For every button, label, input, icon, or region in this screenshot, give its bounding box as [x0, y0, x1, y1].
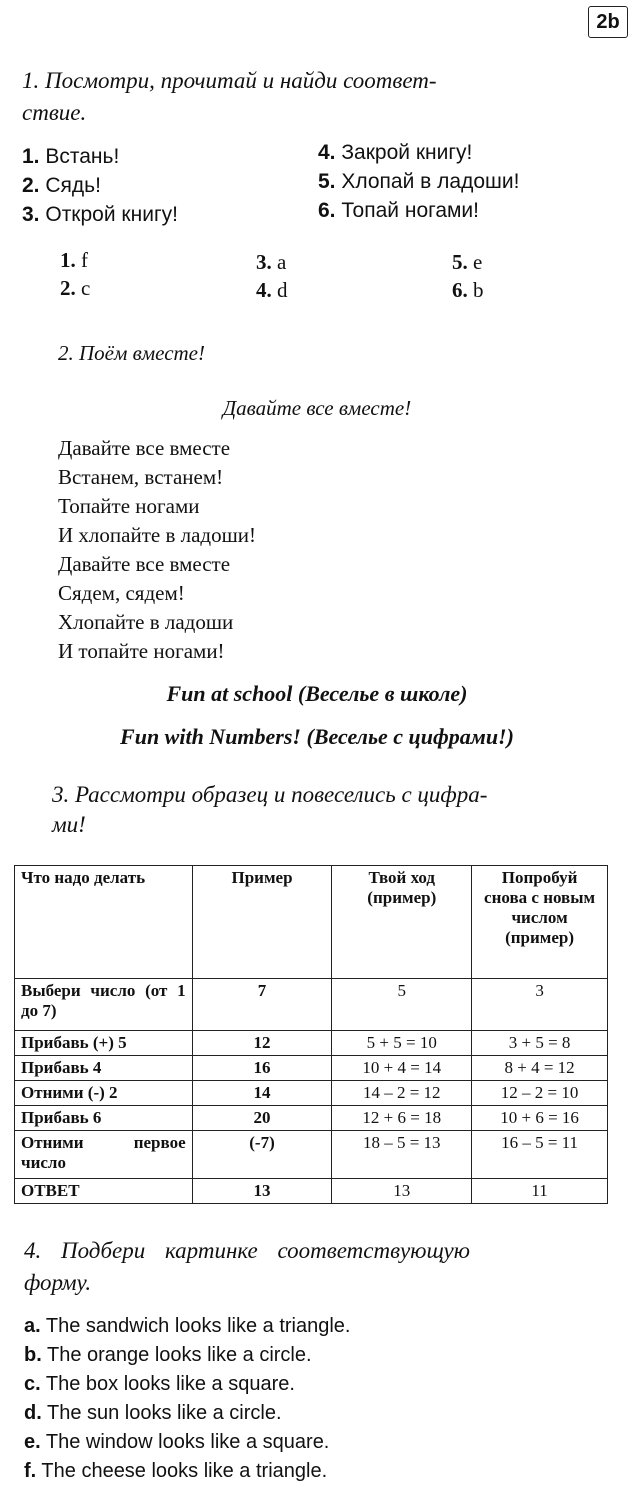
- table-cell: Отними первое число: [15, 1131, 193, 1179]
- ex2-song-title: Давайте все вместе!: [222, 396, 412, 420]
- ex1-command-2: 2. Сядь!: [22, 174, 101, 197]
- song-line: Хлопайте в ладоши: [58, 610, 234, 634]
- table-cell: 12 + 6 = 18: [332, 1106, 472, 1131]
- ex1-command-5: 5. Хлопай в ладоши!: [318, 170, 520, 193]
- table-header-cell: Что надо делать: [15, 866, 193, 979]
- table-row: [15, 1131, 608, 1179]
- table-cell: 5 + 5 = 10: [332, 1031, 472, 1056]
- table-cell: 13: [192, 1179, 332, 1204]
- ex1-answer-3: 3. a: [256, 250, 287, 274]
- table-cell: 12: [192, 1031, 332, 1056]
- song-line: И топайте ногами!: [58, 639, 225, 663]
- table-row: [15, 1179, 608, 1204]
- table-header-row: [15, 866, 608, 979]
- table-row: [15, 1081, 608, 1106]
- table-row: [15, 1106, 608, 1131]
- list-item: d. The sun looks like a circle.: [24, 1402, 282, 1424]
- ex1-command-3: 3. Открой книгу!: [22, 203, 178, 226]
- ex3-instruction-line1: 3. Рассмотри образец и повеселись с цифра-: [52, 782, 488, 807]
- song-line: И хлопайте в ладоши!: [58, 523, 256, 547]
- table-cell: Выбери число (от 1 до 7): [15, 979, 193, 1031]
- table-cell: 8 + 4 = 12: [472, 1056, 608, 1081]
- ex3-instruction-line2: ми!: [52, 812, 86, 837]
- ex1-command-6: 6. Топай ногами!: [318, 199, 479, 222]
- table-cell: 16: [192, 1056, 332, 1081]
- ex4-instruction-line1: 4. Подбери картинке соответствующую: [24, 1238, 470, 1263]
- ex1-answer-1: 1. f: [60, 248, 88, 272]
- table-header-cell: Твой ход (пример): [332, 866, 472, 979]
- ex1-instruction-line2: ствие.: [22, 100, 87, 125]
- table-cell: Отними (-) 2: [15, 1081, 193, 1106]
- numbers-table: [14, 865, 608, 1204]
- table-cell: 13: [332, 1179, 472, 1204]
- table-cell: 18 – 5 = 13: [332, 1131, 472, 1179]
- table-cell: 10 + 6 = 16: [472, 1106, 608, 1131]
- song-line: Встанем, встанем!: [58, 465, 224, 489]
- song-line: Давайте все вместе: [58, 436, 231, 460]
- ex2-instruction: 2. Поём вместе!: [58, 341, 205, 365]
- table-cell: 3: [472, 979, 608, 1031]
- ex1-instruction-line1: 1. Посмотри, прочитай и найди соответ-: [22, 68, 437, 93]
- table-cell: 14 – 2 = 12: [332, 1081, 472, 1106]
- table-cell: Прибавь 6: [15, 1106, 193, 1131]
- list-item: f. The cheese looks like a triangle.: [24, 1460, 328, 1482]
- ex1-answer-5: 5. e: [452, 250, 483, 274]
- table-cell: (-7): [192, 1131, 332, 1179]
- subsection-title: Fun with Numbers! (Веселье с цифрами!): [120, 724, 514, 749]
- table-cell: 14: [192, 1081, 332, 1106]
- table-cell: ОТВЕТ: [15, 1179, 193, 1204]
- page-number-badge: 2b: [588, 6, 628, 38]
- table-cell: 11: [472, 1179, 608, 1204]
- ex4-instruction-line2: форму.: [24, 1270, 92, 1295]
- section-title: Fun at school (Веселье в школе): [166, 681, 468, 706]
- ex1-command-4: 4. Закрой книгу!: [318, 141, 473, 164]
- table-header-cell: Пример: [192, 866, 332, 979]
- table-row: [15, 1056, 608, 1081]
- ex1-command-1: 1. Встань!: [22, 145, 120, 168]
- ex1-answer-4: 4. d: [256, 278, 288, 302]
- table-cell: 5: [332, 979, 472, 1031]
- list-item: c. The box looks like a square.: [24, 1373, 295, 1395]
- list-item: b. The orange looks like a circle.: [24, 1344, 312, 1366]
- table-cell: 10 + 4 = 14: [332, 1056, 472, 1081]
- table-cell: 12 – 2 = 10: [472, 1081, 608, 1106]
- song-line: Давайте все вместе: [58, 552, 231, 576]
- table-cell: Прибавь (+) 5: [15, 1031, 193, 1056]
- table-cell: Прибавь 4: [15, 1056, 193, 1081]
- table-cell: 7: [192, 979, 332, 1031]
- table-cell: 3 + 5 = 8: [472, 1031, 608, 1056]
- song-line: Топайте ногами: [58, 494, 200, 518]
- ex1-answer-2: 2. c: [60, 276, 91, 300]
- table-cell: 20: [192, 1106, 332, 1131]
- ex1-answer-6: 6. b: [452, 278, 484, 302]
- table-row: [15, 1031, 608, 1056]
- list-item: e. The window looks like a square.: [24, 1431, 330, 1453]
- table-header-cell: Попробуй снова с новым числом (пример): [472, 866, 608, 979]
- table-row: [15, 979, 608, 1031]
- song-line: Сядем, сядем!: [58, 581, 185, 605]
- table-cell: 16 – 5 = 11: [472, 1131, 608, 1179]
- list-item: a. The sandwich looks like a triangle.: [24, 1315, 351, 1337]
